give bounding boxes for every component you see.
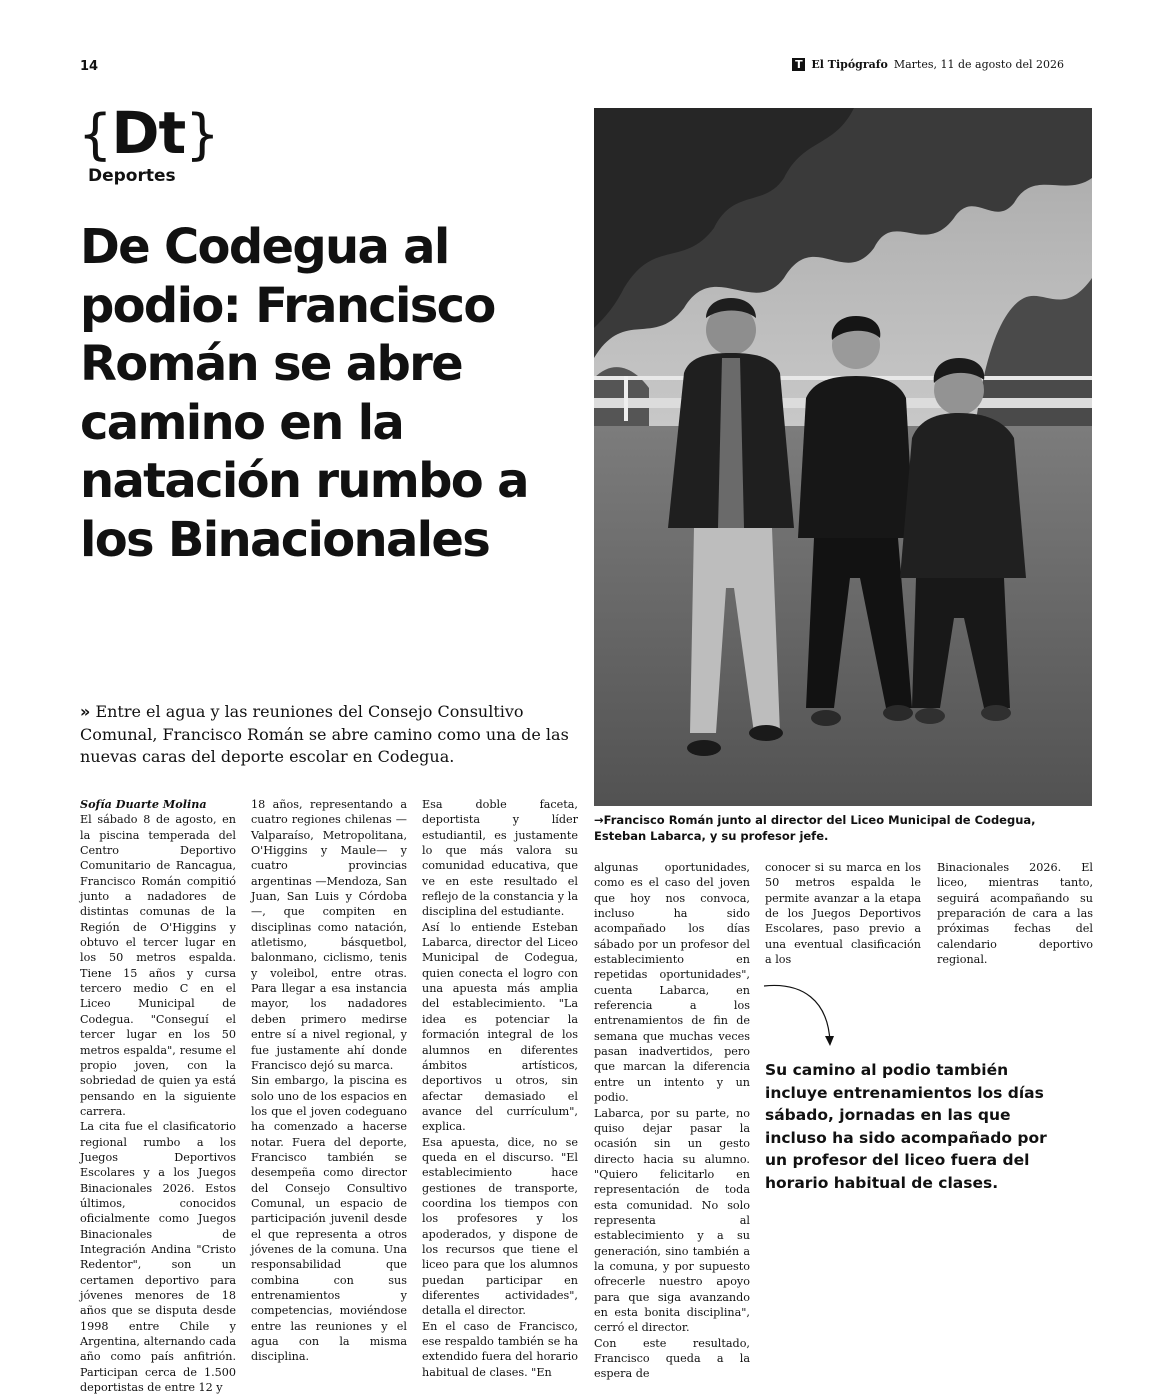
masthead <box>792 58 1064 71</box>
photo-illustration <box>594 108 1092 806</box>
article-headline: De Codegua al podio: Francisco Román se abre camino en la natación rumbo a los Binacionales <box>80 219 528 568</box>
article-photo <box>594 108 1092 806</box>
page-number: 14 <box>80 59 99 74</box>
body-column-2 <box>251 797 407 1365</box>
byline: Sofía Duarte Molina <box>80 797 207 811</box>
body-column-6 <box>937 860 1093 967</box>
body-column-4 <box>594 860 750 1382</box>
newspaper-name: El Tipógrafo <box>811 58 888 71</box>
paragraph: El sábado 8 de agosto, en la piscina temperada del Centro Deportivo Comunitario de Rancagua, Francisco Román compitió junto a nadadores de distintas comunas de la Región de O'Higgins y obtuvo el tercer lugar en los 50 metros espalda. Tiene 15 años y cursa tercero medio C en el Liceo Municipal de Codegua. "Conseguí el tercer lugar en los 50 metros espalda", resume el propio joven, con la sobriedad de quien ya está pensando en la siguiente carrera. <box>80 813 236 1118</box>
paragraph: La cita fue el clasificatorio regional rumbo a los Juegos Deportivos Escolares y a los Juegos Binacionales 2026. Estos últimos, conocidos oficialmente como Juegos Binacionales de Integración Andina "Cristo Redentor", son un certamen deportivo para jóvenes menores de 18 años que se disputa desde 1998 entre Chile y Argentina, alternando cada año como país anfitrión. Participan cerca de 1.500 deportistas de entre 12 y <box>80 1120 236 1395</box>
paragraph: Esa doble faceta, deportista y líder estudiantil, es justamente lo que más valora su comunidad educativa, que ve en este resultado el reflejo de la constancia y la disciplina del estudiante. <box>422 798 578 919</box>
brace-open: { <box>78 103 112 166</box>
body-column-1 <box>80 797 236 1395</box>
paragraph: Así lo entiende Esteban Labarca, director del Liceo Municipal de Codegua, quien conecta el logro con una apuesta más amplia del establecimiento. "La idea es potenciar la formación integral de los alumnos en diferentes ámbitos artísticos, deportivos u otros, sin afectar demasiado el avance del currículum", explica. <box>422 920 578 1134</box>
paragraph: algunas oportunidades, como es el caso del joven que hoy nos convoca, incluso ha sido acompañado los días sábado por un profesor del establecimiento en repetidas oportunidades", cuenta Labarca, en referencia a los entrenamientos de fin de semana que muchas veces pasan inadvertidos, pero que marcan la diferencia entre un intento y un podio. <box>594 861 750 1105</box>
paragraph: Sin embargo, la piscina es solo uno de los espacios en los que el joven codeguano ha comenzado a hacerse notar. Fuera del deporte, Francisco también se desempeña como director del Consejo Consultivo Comunal, un espacio de participación juvenil desde el que representa a otros jóvenes de la comuna. Una responsabilidad que combina con sus entrenamientos y competencias, moviéndose entre las reuniones y el agua con la misma disciplina. <box>251 1074 407 1364</box>
caption-text: Francisco Román junto al director del Liceo Municipal de Codegua, Esteban Labarca, y su profesor jefe. <box>594 813 1036 843</box>
body-column-5 <box>765 860 921 967</box>
photo-caption <box>594 812 1084 844</box>
paragraph: conocer si su marca en los 50 metros espalda le permite avanzar a la etapa de los Juegos Deportivos Escolares, paso previo a una eventual clasificación a los <box>765 861 921 967</box>
section-logo <box>78 99 219 186</box>
paragraph: Labarca, por su parte, no quiso dejar pasar la ocasión sin un gesto directo hacia su alumno. "Quiero felicitarlo en representación de toda esta comunidad. No solo representa al establecimiento y a su generación, sino también a la comuna, y por supuesto ofrecerle nuestro apoyo para que siga avanzando en esta bonita disciplina", cerró el director. <box>594 1106 750 1335</box>
lead-text: Entre el agua y las reuniones del Consejo Consultivo Comunal, Francisco Román se abre camino como una de las nuevas caras del deporte escolar en Codegua. <box>80 702 569 766</box>
body-column-3 <box>422 797 578 1380</box>
section-mark <box>78 99 219 167</box>
paragraph: En el caso de Francisco, ese respaldo también se ha extendido fuera del horario habitual de clases. "En <box>422 1319 578 1379</box>
pull-quote: Su camino al podio también incluye entrenamientos los días sábado, jornadas en las que incluso ha sido acompañado por un profesor del liceo fuera del horario habitual de clases. <box>765 1061 1047 1192</box>
paragraph: 18 años, representando a cuatro regiones chilenas —Valparaíso, Metropolitana, O'Higgins y Maule— y cuatro provincias argentinas —Mendoza, San Juan, San Luis y Córdoba—, que compiten en disciplinas como natación, atletismo, básquetbol, balonmano, ciclismo, tenis y voleibol, entre otras. Para llegar a esa instancia mayor, los nadadores deben primero medirse entre sí a nivel regional, y fue justamente ahí donde Francisco dejó su marca. <box>251 798 407 1072</box>
curved-arrow-icon <box>762 980 842 1052</box>
newspaper-logo-icon: T <box>792 58 805 71</box>
paragraph: Con este resultado, Francisco queda a la espera de <box>594 1336 750 1381</box>
caption-arrow-icon: → <box>594 813 604 827</box>
issue-date: Martes, 11 de agosto del 2026 <box>893 58 1064 71</box>
lead-marker-icon: » <box>80 702 91 721</box>
section-name: Deportes <box>88 166 176 186</box>
section-letters: Dt <box>111 99 186 167</box>
article-lead <box>80 701 580 769</box>
paragraph: Esa apuesta, dice, no se queda en el discurso. "El establecimiento hace gestiones de transporte, coordina los tiempos con los profesores y los apoderados, y dispone de los recursos que tiene el liceo para que los alumnos puedan participar en diferentes actividades", detalla el director. <box>422 1135 578 1318</box>
brace-close: } <box>185 103 219 166</box>
paragraph: Binacionales 2026. El liceo, mientras tanto, seguirá acompañando su preparación de cara a las próximas fechas del calendario deportivo regional. <box>937 861 1093 967</box>
